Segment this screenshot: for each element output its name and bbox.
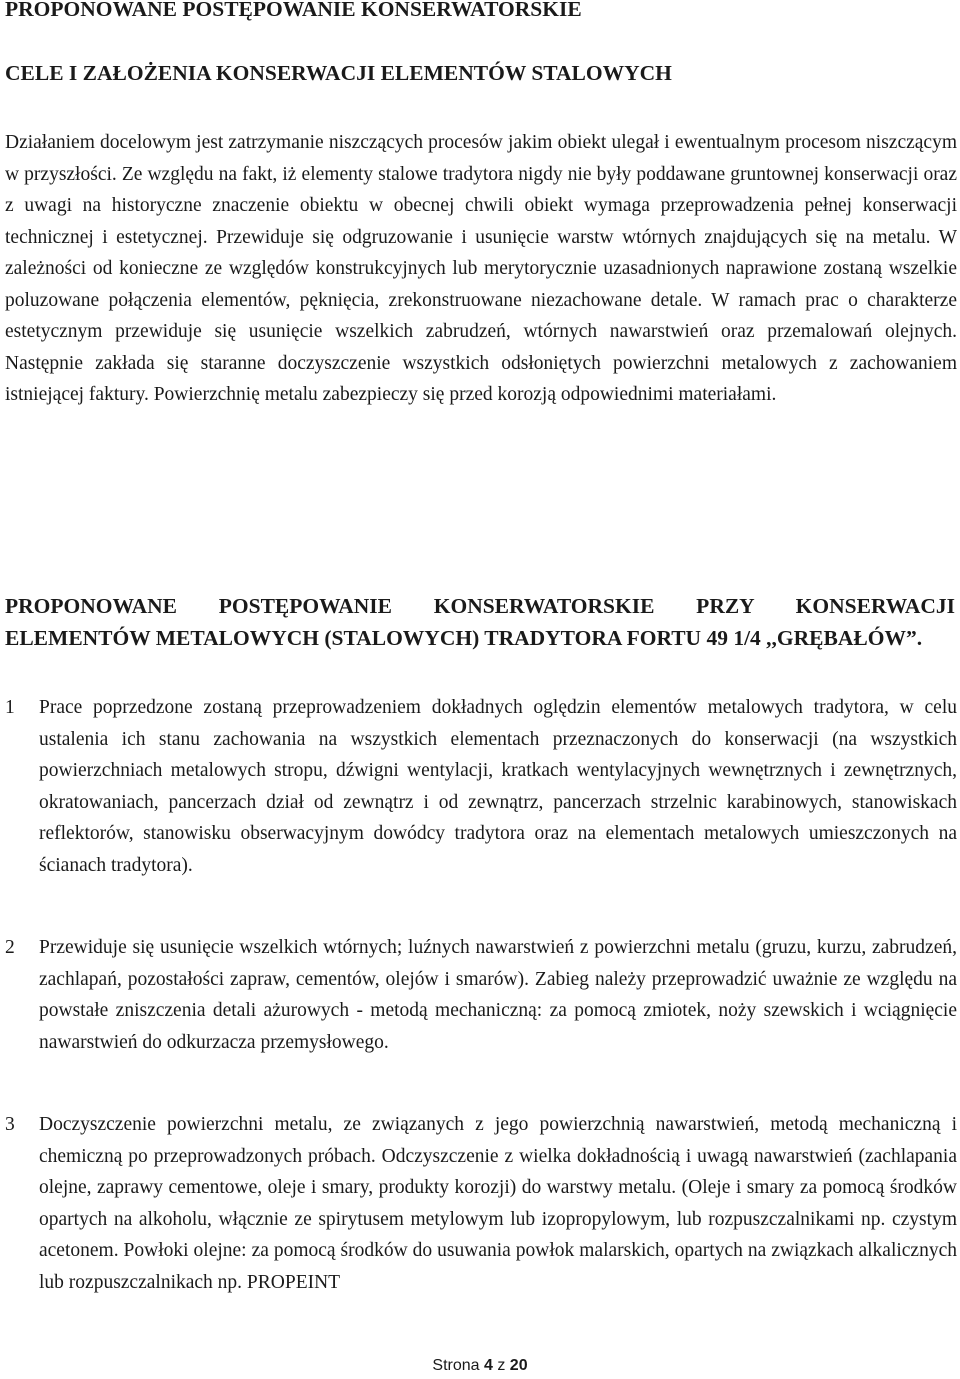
list-item-number: 2 xyxy=(5,937,15,958)
list-item-number: 3 xyxy=(5,1114,15,1135)
intro-paragraph: Działaniem docelowym jest zatrzymanie niszczących procesów jakim obiekt ulegał i ewentualnym procesom niszczącym w przyszłości. Ze względu na fakt, iż elementy stalowe tradytora nigdy nie były poddawane gruntownej konserwacji oraz z uwagi na historyczne znaczenie obiektu w obecnej chwili obiekt wymaga przeprowadzenia pełnej konserwacji technicznej i estetycznej. Przewiduje się odgruzowanie i usunięcie warstw wtórnych znajdujących się na metalu. W zależności od konieczne ze względów konstrukcyjnych lub merytorycznie uzasadnionych naprawione zostaną wszelkie poluzowane połączenia elementów, pęknięcia, zrekonstruowane niezachowane detale. W ramach prac o charakterze estetycznym przewiduje się usunięcie wszelkich zabrudzeń, wtórnych nawarstwień oraz przemalowań olejnych. Następnie zakłada się staranne doczyszczenie wszystkich odsłoniętych powierzchni metalowych z zachowaniem istniejącej faktury. Powierzchnię metalu zabezpieczy się przed korozją odpowiednimi materiałami. xyxy=(5,132,957,405)
footer-separator: z xyxy=(497,1357,506,1374)
procedure-heading: PROPONOWANE POSTĘPOWANIE KONSERWATORSKIE PRZY KONSERWACJI ELEMENTÓW METALOWYCH (STALOWYCH) TRADYTORA FORTU 49 1/4 ,,GRĘBAŁÓW”. xyxy=(5,594,955,650)
footer-total-pages: 20 xyxy=(509,1357,528,1374)
list-item-text: Doczyszczenie powierzchni metalu, ze związanych z jego powierzchnią nawarstwień, metodą mechaniczną i chemiczną po przeprowadzonych próbach. Odczyszczenie z wielka dokładnością i uwagą nawarstwień (zachlapania olejne, zaprawy cementowe, oleje i smary, produkty korozji) do warstwy metalu. (Oleje i smary za pomocą środków opartych na alkoholu, włącznie ze spirytusem metylowym lub izopropylowym, lub rozpuszczalnikami np. czystym acetonem. Powłoki olejne: za pomocą środków do usuwania powłok malarskich, opartych na związkach alkalicznych lub rozpuszczalnikach np. PROPEINT xyxy=(39,1114,957,1293)
list-item-text: Prace poprzedzone zostaną przeprowadzeniem dokładnych oględzin elementów metalowych tradytora, w celu ustalenia ich stanu zachowania na wszystkich elementach przeznaczonych do konserwacji (na wszystkich powierzchniach metalowych stropu, dźwigni wentylacji, kratkach wentylacyjnych wewnętrznych i zewnętrznych, okratowaniach, pancerzach dział od zewnątrz i od zewnątrz, pancerzach strzelnic karabinowych, stanowiskach reflektorów, stanowisku obserwacyjnym dowódcy tradytora oraz na elementach metalowych umieszczonych na ścianach tradytora). xyxy=(39,697,957,876)
list-item-number: 1 xyxy=(5,697,15,718)
goals-heading: CELE I ZAŁOŻENIA KONSERWACJI ELEMENTÓW STALOWYCH xyxy=(5,61,672,85)
footer-current-page: 4 xyxy=(483,1357,493,1374)
page-footer xyxy=(0,1356,960,1376)
list-item-text: Przewiduje się usunięcie wszelkich wtórnych; luźnych nawarstwień z powierzchni metalu (gruzu, kurzu, zabrudzeń, zachlapań, pozostałości zapraw, cementów, olejów i smarów). Zabieg należy przeprowadzić uważnie ze względu na powstałe zniszczenia detali ażurowych - metodą mechaniczną: za pomocą zmiotek, noży szewskich i wciągnięcie nawarstwień do odkurzacza przemysłowego. xyxy=(39,937,957,1053)
main-heading: PROPONOWANE POSTĘPOWANIE KONSERWATORSKIE xyxy=(5,0,582,21)
footer-prefix: Strona xyxy=(432,1357,480,1374)
